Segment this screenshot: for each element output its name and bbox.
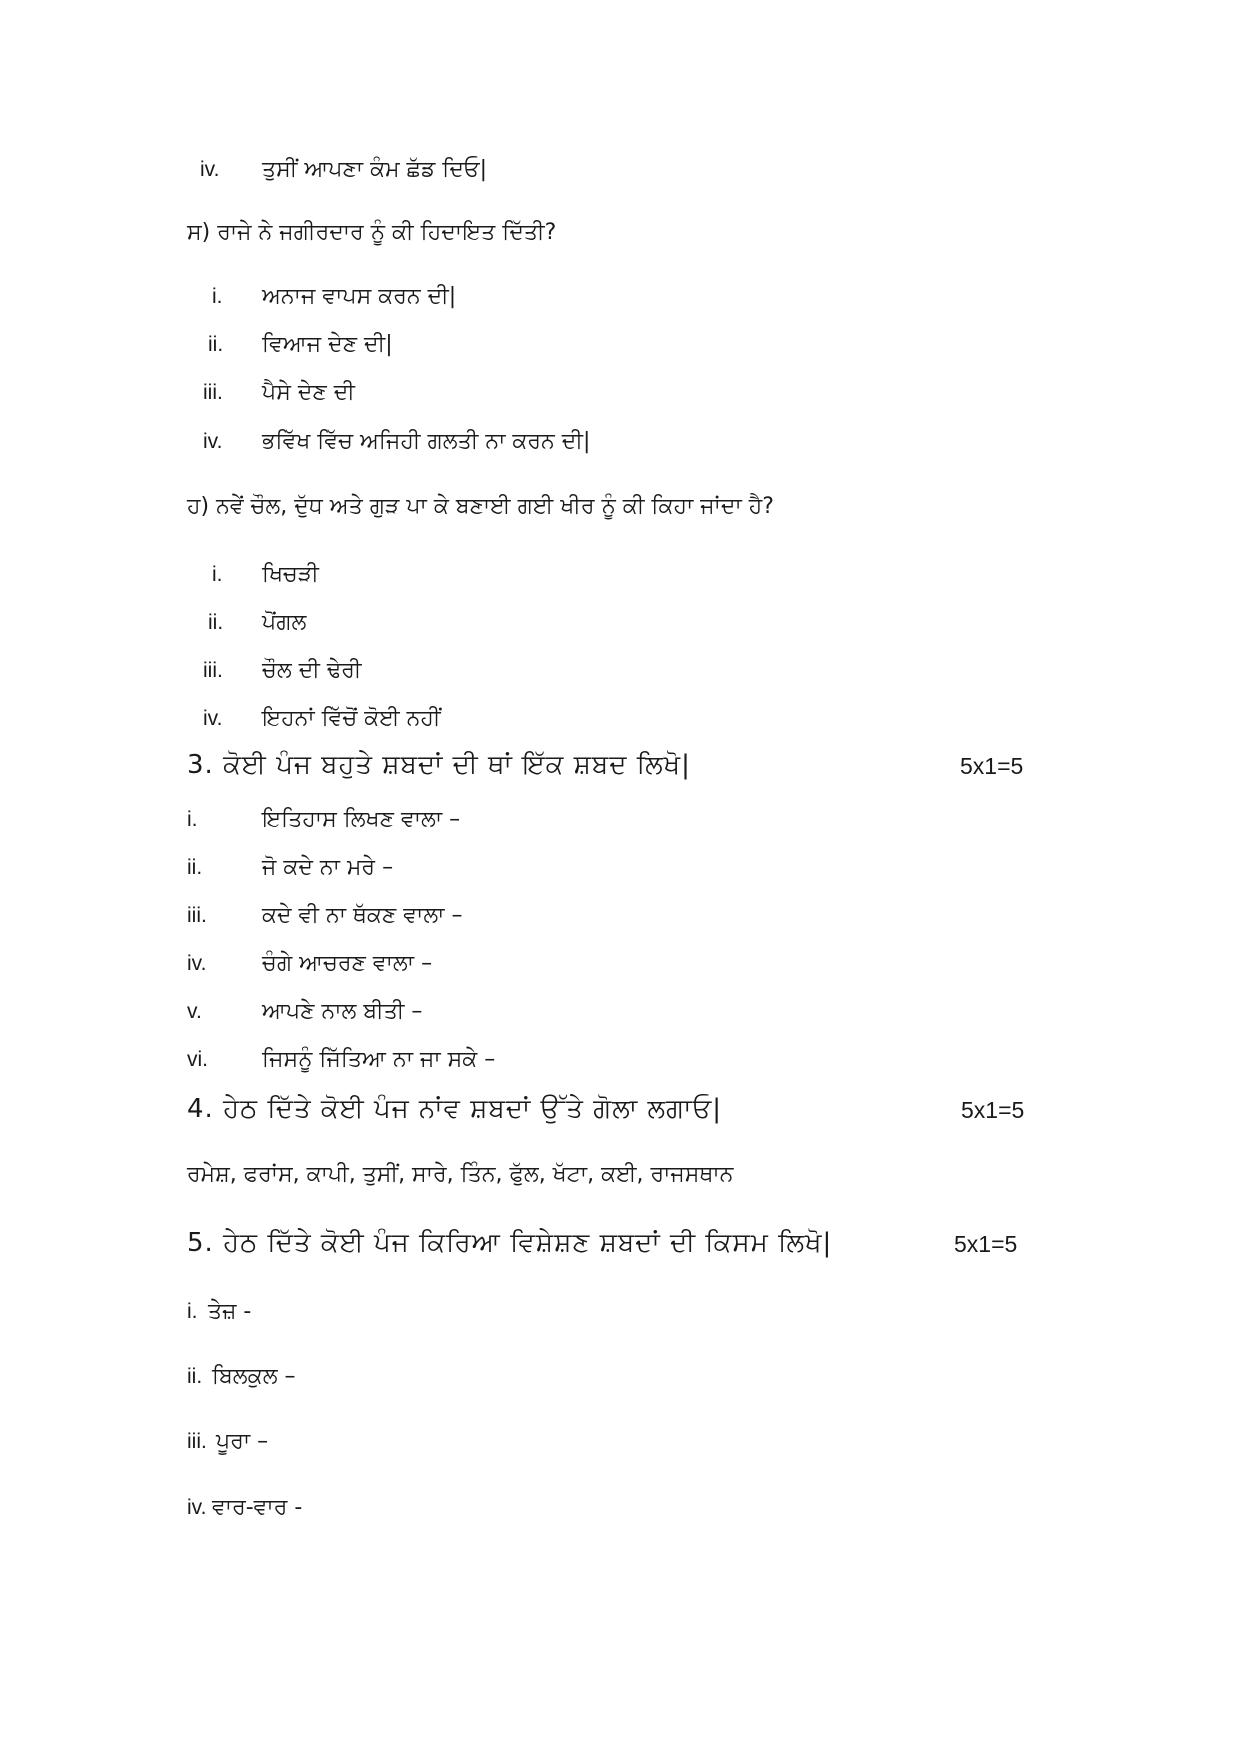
item-text: ਤੇਜ਼ - — [208, 1299, 252, 1324]
option-text: ਭਵਿੱਖ ਵਿੱਚ ਅਜਿਹੀ ਗਲਤੀ ਨਾ ਕਰਨ ਦੀ| — [262, 429, 591, 454]
item-text: ਵਾਰ-ਵਾਰ - — [212, 1495, 303, 1520]
option-text: ਪੋਂਗਲ — [262, 610, 307, 635]
question-4-marks: 5x1=5 — [961, 1097, 1025, 1123]
item-text: ਚੰਗੇ ਆਚਰਣ ਵਾਲਾ – — [262, 951, 433, 976]
item-number: iii. — [187, 1430, 207, 1453]
option-number: iv. — [203, 707, 223, 730]
item-text: ਇਤਿਹਾਸ ਲਿਖਣ ਵਾਲਾ – — [262, 807, 461, 832]
item-text: ਜਿਸਨੂੰ ਜਿੱਤਿਆ ਨਾ ਜਾ ਸਕੇ – — [262, 1047, 496, 1072]
item-number: i. — [187, 1300, 198, 1323]
option-text: ਤੁਸੀਂ ਆਪਣਾ ਕੰਮ ਛੱਡ ਦਿਓ| — [262, 157, 488, 182]
option-number: ii. — [208, 611, 224, 634]
item-text: ਕਦੇ ਵੀ ਨਾ ਥੱਕਣ ਵਾਲਾ – — [262, 903, 463, 928]
item-number: vi. — [187, 1048, 208, 1071]
item-number: iv. — [187, 952, 207, 975]
item-number: iv. — [187, 1496, 207, 1519]
option-text: ਵਿਆਜ ਦੇਣ ਦੀ| — [262, 332, 393, 357]
option-text: ਚੌਲ ਦੀ ਢੇਰੀ — [262, 658, 362, 683]
option-number: iv. — [200, 158, 220, 181]
option-text: ਅਨਾਜ ਵਾਪਸ ਕਰਨ ਦੀ| — [262, 284, 457, 309]
item-text: ਪੂਰਾ – — [216, 1429, 269, 1454]
item-text: ਬਿਲਕੁਲ – — [212, 1364, 296, 1389]
option-number: i. — [212, 563, 223, 586]
item-number: ii. — [187, 1365, 203, 1388]
question-5-heading: 5. ਹੇਠ ਦਿੱਤੇ ਕੋਈ ਪੰਜ ਕਿਰਿਆ ਵਿਸ਼ੇਸ਼ਣ ਸ਼ਬਦਾਂ ਦੀ ਕਿਸਮ ਲਿਖੋ| — [187, 1228, 833, 1258]
option-number: ii. — [208, 333, 224, 356]
option-text: ਖਿਚੜੀ — [262, 562, 319, 587]
question-s: ਸ) ਰਾਜੇ ਨੇ ਜਗੀਰਦਾਰ ਨੂੰ ਕੀ ਹਿਦਾਇਤ ਦਿੱਤੀ? — [187, 220, 557, 245]
question-5-marks: 5x1=5 — [954, 1231, 1018, 1257]
item-number: i. — [187, 808, 198, 831]
question-4-heading: 4. ਹੇਠ ਦਿੱਤੇ ਕੋਈ ਪੰਜ ਨਾਂਵ ਸ਼ਬਦਾਂ ਉੱਤੇ ਗੋਲਾ ਲਗਾਓ| — [187, 1094, 722, 1124]
option-number: iv. — [203, 430, 223, 453]
option-text: ਪੈਸੇ ਦੇਣ ਦੀ — [262, 380, 355, 405]
question-3-heading: 3. ਕੋਈ ਪੰਜ ਬਹੁਤੇ ਸ਼ਬਦਾਂ ਦੀ ਥਾਂ ਇੱਕ ਸ਼ਬਦ ਲਿਖੋ| — [187, 750, 691, 780]
option-number: i. — [212, 285, 223, 308]
question-h: ਹ) ਨਵੇਂ ਚੌਲ, ਦੁੱਧ ਅਤੇ ਗੁੜ ਪਾ ਕੇ ਬਣਾਈ ਗਈ ਖੀਰ ਨੂੰ ਕੀ ਕਿਹਾ ਜਾਂਦਾ ਹੈ? — [187, 494, 774, 519]
option-text: ਇਹਨਾਂ ਵਿੱਚੋਂ ਕੋਈ ਨਹੀਂ — [262, 706, 441, 731]
option-number: iii. — [203, 659, 223, 682]
item-text: ਜੋ ਕਦੇ ਨਾ ਮਰੇ – — [262, 855, 394, 880]
item-number: v. — [187, 1000, 202, 1023]
item-number: iii. — [187, 904, 207, 927]
question-4-words: ਰਮੇਸ਼, ਫਰਾਂਸ, ਕਾਪੀ, ਤੁਸੀਂ, ਸਾਰੇ, ਤਿੰਨ, ਫੁੱਲ, ਖੱਟਾ, ਕਈ, ਰਾਜਸਥਾਨ — [187, 1162, 734, 1187]
item-text: ਆਪਣੇ ਨਾਲ ਬੀਤੀ – — [262, 999, 423, 1024]
option-number: iii. — [203, 381, 223, 404]
item-number: ii. — [187, 856, 203, 879]
question-3-marks: 5x1=5 — [960, 753, 1024, 779]
